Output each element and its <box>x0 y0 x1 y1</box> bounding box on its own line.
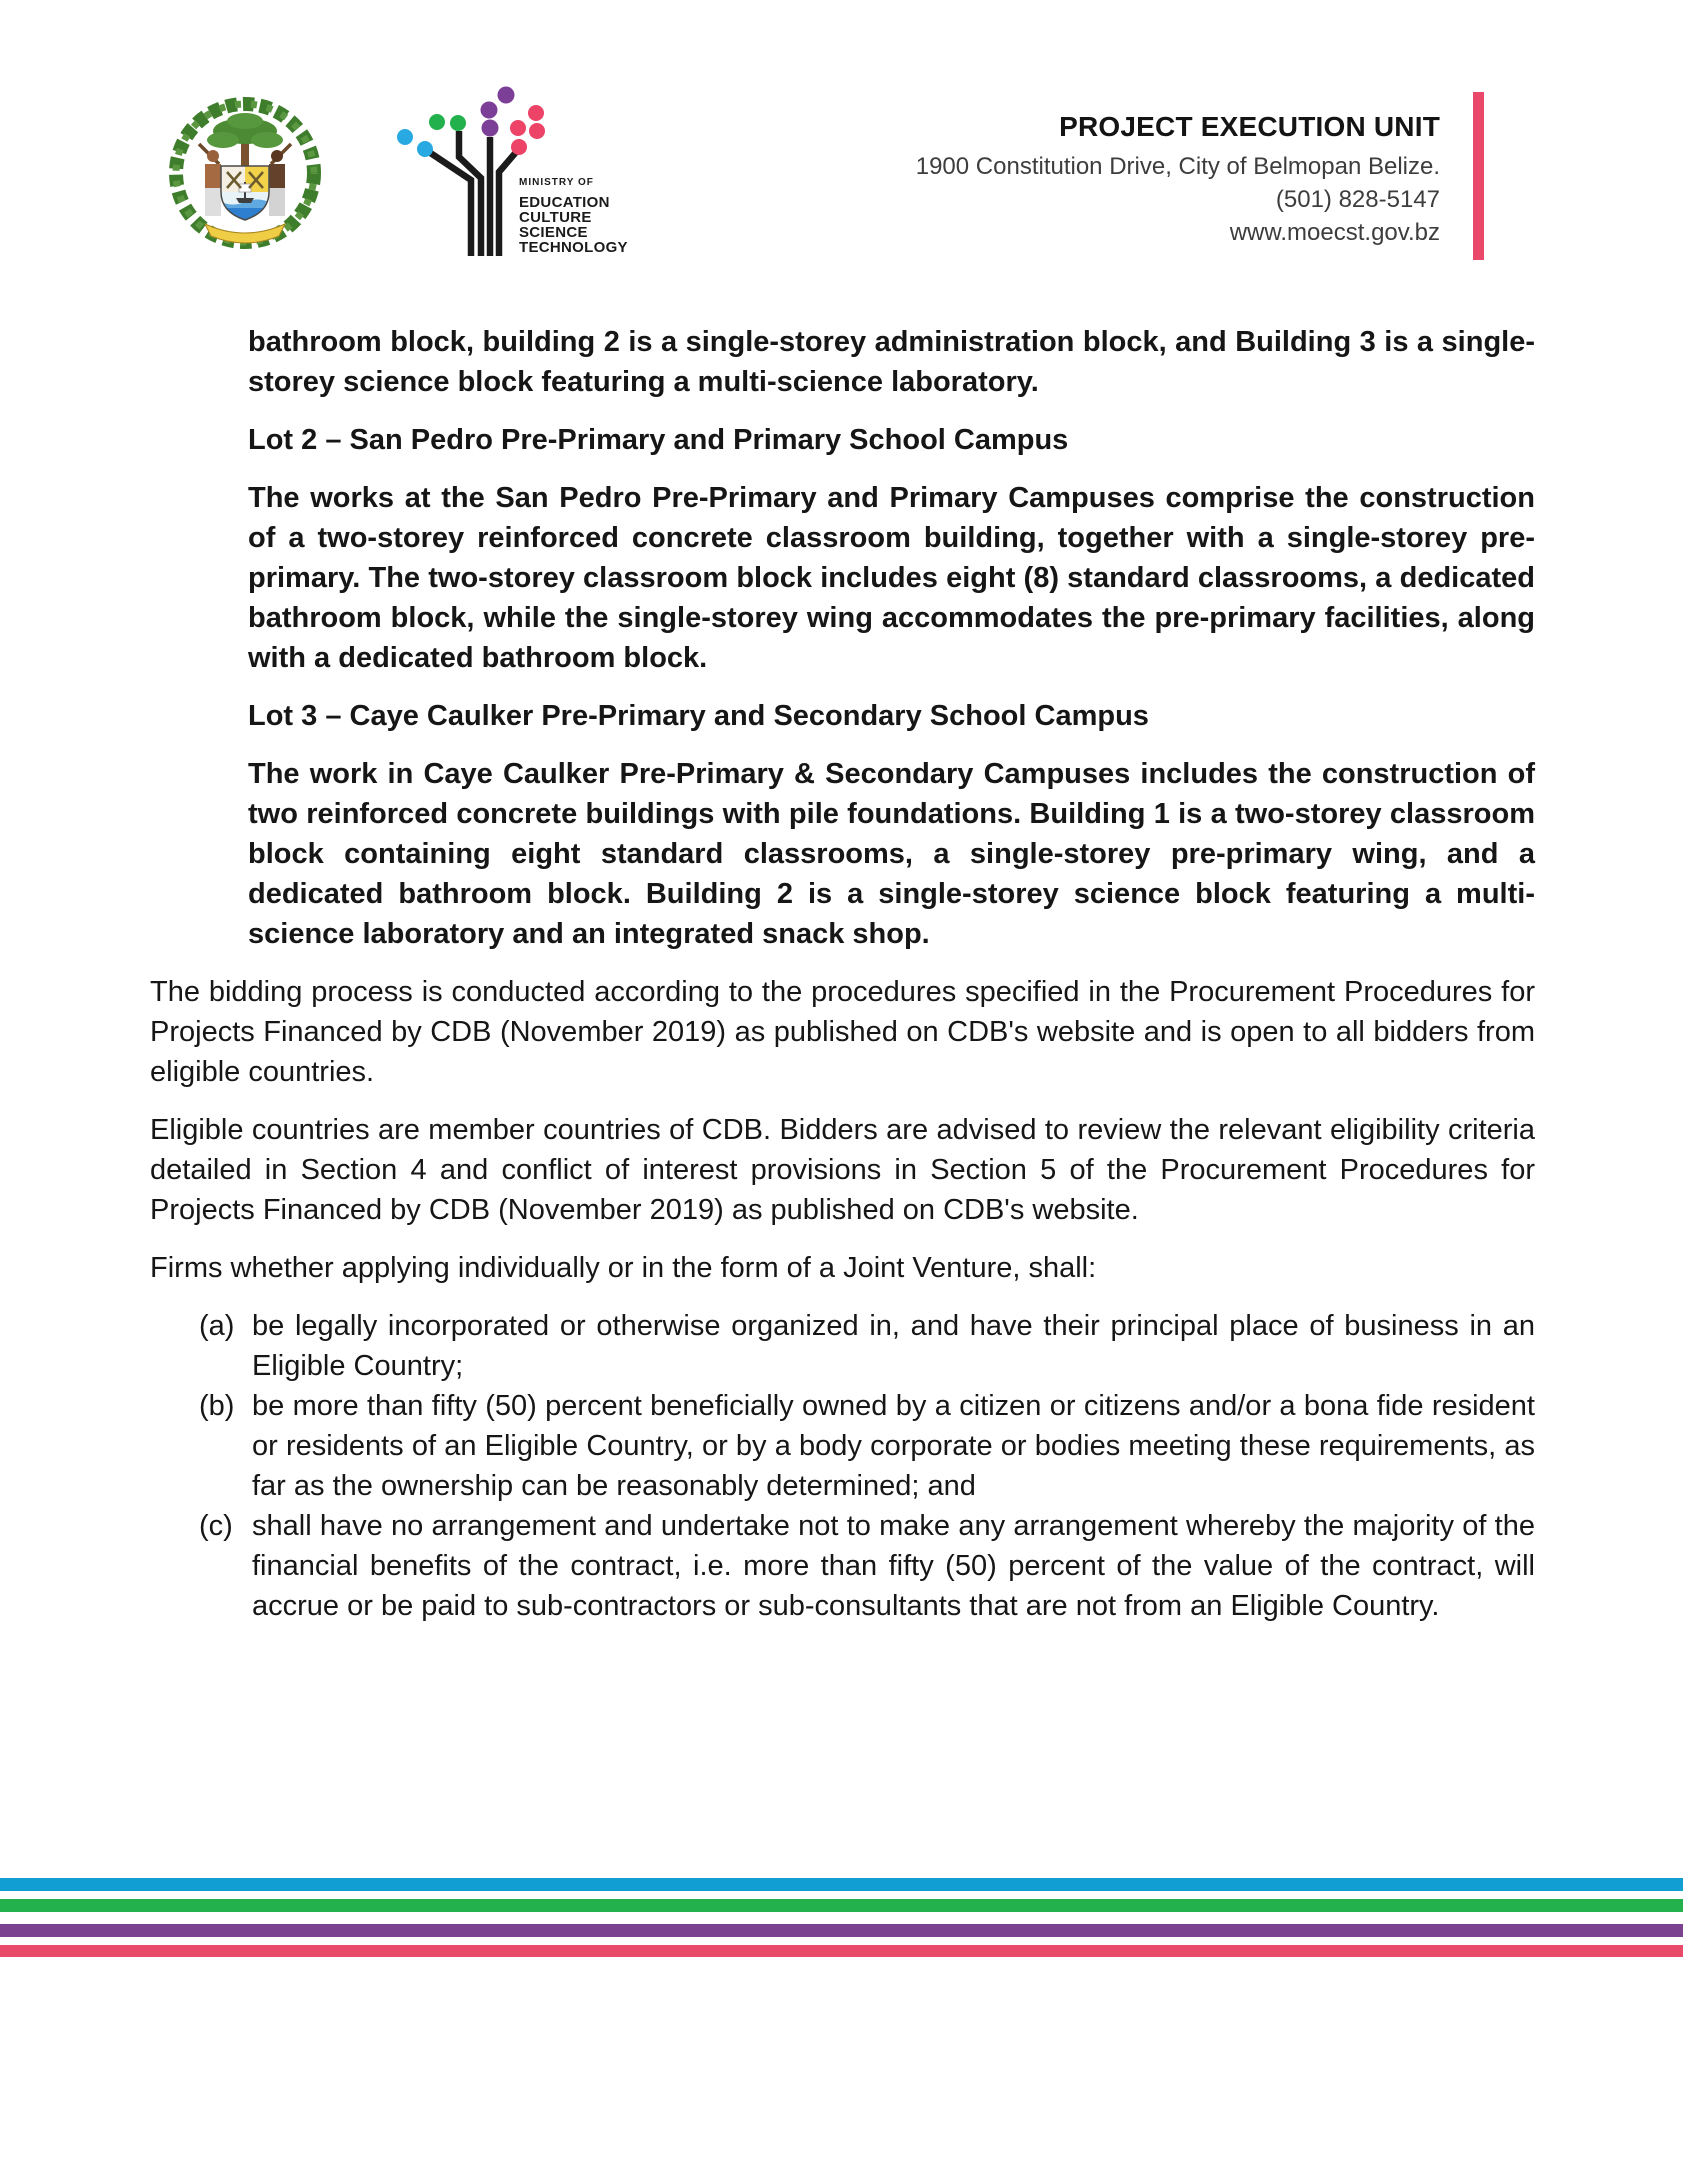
paragraph-lot1-continuation: bathroom block, building 2 is a single-storey administration block, and Building 3 is a single-storey science block featuring a multi-science laboratory. <box>248 326 1535 398</box>
list-marker-a: (a) <box>199 1310 235 1342</box>
belize-coat-of-arms-icon <box>155 88 335 258</box>
list-marker-b: (b) <box>199 1390 235 1422</box>
list-item-c <box>150 1506 1535 1626</box>
website-line: www.moecst.gov.bz <box>1229 219 1440 246</box>
ministry-wordmark <box>519 177 628 256</box>
list-item-b <box>150 1386 1535 1506</box>
address-line: 1900 Constitution Drive, City of Belmopan Belize. <box>915 153 1440 180</box>
motto-banner <box>205 224 285 243</box>
list-text-a: be legally incorporated or otherwise organized in, and have their principal place of business in an Eligible Country; <box>252 1310 1535 1382</box>
phone-line: (501) 828-5147 <box>1275 186 1440 213</box>
footer-stripe-green <box>0 1899 1683 1912</box>
shield <box>221 166 269 222</box>
footer-stripe-purple <box>0 1924 1683 1937</box>
list-text-b: be more than fifty (50) percent beneficially owned by a citizen or citizens and/or a bona fide resident or residents of an Eligible Country, or by a body corporate or bodies meeting these requirements, as far as the ownership can be reasonably determined; and <box>252 1390 1535 1502</box>
ministry-line-culture: CULTURE <box>519 209 592 226</box>
eligibility-list <box>150 1306 1535 1626</box>
paragraph-lot2-description: The works at the San Pedro Pre-Primary and Primary Campuses comprise the construction of a two-storey reinforced concrete classroom building, together with a single-storey pre-primary. The two-storey classroom block includes eight (8) standard classrooms, a dedicated bathroom block, while the single-storey wing accommodates the pre-primary facilities, along with a dedicated bathroom block. <box>248 482 1535 674</box>
right-woodcutter-figure <box>269 144 291 216</box>
paragraph-lot3-description: The work in Caye Caulker Pre-Primary & Secondary Campuses includes the construction of two reinforced concrete buildings with pile foundations. Building 1 is a two-storey classroom block containing eight standard classrooms, a single-storey pre-primary wing, and a dedicated bathroom block. Building 2 is a single-storey science block featuring a multi-science laboratory and an integrated snack shop. <box>248 758 1535 950</box>
header-accent-bar <box>1473 92 1484 260</box>
ministry-logo <box>373 60 658 265</box>
heading-lot2: Lot 2 – San Pedro Pre-Primary and Primary School Campus <box>248 424 1069 456</box>
tree-branches-icon <box>429 131 517 256</box>
ministry-of-label: MINISTRY OF <box>519 177 594 188</box>
footer-stripe-pink <box>0 1945 1683 1957</box>
paragraph-firms-intro: Firms whether applying individually or in the form of a Joint Venture, shall: <box>150 1252 1097 1284</box>
tree-dots-icon <box>397 87 545 158</box>
footer-stripe-blue <box>0 1878 1683 1891</box>
list-item-a <box>150 1306 1535 1386</box>
contact-block <box>916 112 1440 249</box>
list-marker-c: (c) <box>199 1510 233 1542</box>
ministry-line-science: SCIENCE <box>519 224 588 241</box>
ministry-line-education: EDUCATION <box>519 194 610 211</box>
paragraph-eligible-countries: Eligible countries are member countries of CDB. Bidders are advised to review the relevant eligibility criteria detailed in Section 4 and conflict of interest provisions in Section 5 of the Procurement Procedures for Projects Financed by CDB (November 2019) as published on CDB's website. <box>150 1114 1535 1226</box>
ministry-line-technology: TECHNOLOGY <box>519 239 628 256</box>
unit-title: PROJECT EXECUTION UNIT <box>1059 111 1440 142</box>
left-woodcutter-figure <box>199 144 221 216</box>
heading-lot3: Lot 3 – Caye Caulker Pre-Primary and Secondary School Campus <box>248 700 1149 732</box>
paragraph-bidding-process: The bidding process is conducted according to the procedures specified in the Procurement Procedures for Projects Financed by CDB (November 2019) as published on CDB's website and is open to all bidders from eligible countries. <box>150 976 1535 1088</box>
document-body <box>150 322 1535 1626</box>
list-text-c: shall have no arrangement and undertake not to make any arrangement whereby the majority of the financial benefits of the contract, i.e. more than fifty (50) percent of the value of the contract, will accrue or be paid to sub-contractors or sub-consultants that are not from an Eligible Country. <box>252 1510 1535 1622</box>
